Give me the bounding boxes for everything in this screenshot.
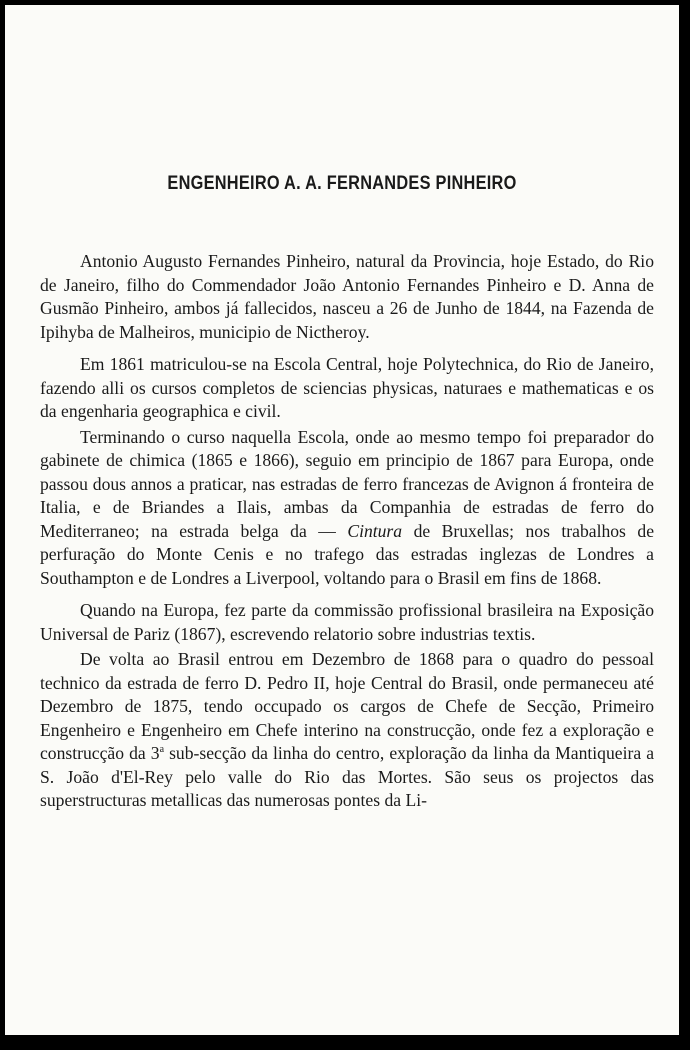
paragraph-birth: Antonio Augusto Fernandes Pinheiro, natural da Provincia, hoje Estado, do Rio de Janeiro, filho do Commendador João Antonio Fernandes Pinheiro e D. Anna de Gusmão Pinheiro, ambos já fallecidos, nasceu a 26 de Junho de 1844, na Fazenda de Ipihyba de Malheiros, municipio de Nictheroy. bbox=[40, 251, 654, 342]
paragraph-railway-superscript: a bbox=[159, 744, 165, 756]
paragraph-exposition: Quando na Europa, fez parte da commissão profissional brasileira na Exposição Universal de Pariz (1867), escrevendo relatorio sobre industrias textis. bbox=[40, 600, 654, 644]
document-page bbox=[5, 5, 679, 1035]
paragraph-railway bbox=[40, 648, 654, 813]
body-text bbox=[40, 250, 654, 822]
paragraph-railway-text-2: sub-secção da linha do centro, exploração da linha da Mantiqueira a S. João d'El-Rey pelo valle do Rio das Mortes. São seus os projectos das superstructuras metallicas das numerosas pontes da Li- bbox=[40, 743, 655, 810]
paragraph-europe-text-1: Terminando o curso naquella Escola, onde ao mesmo tempo foi preparador do gabinete de chimica (1865 e 1866), seguio em principio de 1867 para Europa, onde passou dous annos a praticar, nas estradas de ferro francezas de Avignon á fronteira de Italia, e de Briandes a Ilais, ambas da Companhia de estradas de ferro do Mediterraneo; na estrada belga da — bbox=[40, 426, 654, 541]
paragraph-europe-text-2: de Bruxellas; nos trabalhos de perfuração do Monte Cenis e no trafego das estradas inglezas de Londres a Southampton e de Londres a Liverpool, voltando para o Brasil em fins de 1868. bbox=[40, 520, 654, 588]
paragraph-railway-text-1: De volta ao Brasil entrou em Dezembro de 1868 para o quadro do pessoal technico da estrada de ferro D. Pedro II, hoje Central do Brasil, onde permaneceu até Dezembro de 1875, tendo occupado os cargos de Chefe de Secção, Primeiro Engenheiro e Engenheiro em Chefe interino na construcção, onde fez a exploração e construcção da 3 bbox=[40, 649, 654, 763]
page-title: ENGENHEIRO A. A. FERNANDES PINHEIRO bbox=[167, 173, 517, 194]
paragraph-europe-italic: Cintura bbox=[347, 520, 403, 541]
paragraph-education: Em 1861 matriculou-se na Escola Central, hoje Polytechnica, do Rio de Janeiro, fazendo alli os cursos completos de sciencias physicas, naturaes e mathematicas e os da engenharia geographica e civil. bbox=[40, 354, 654, 421]
paragraph-europe bbox=[40, 426, 654, 591]
